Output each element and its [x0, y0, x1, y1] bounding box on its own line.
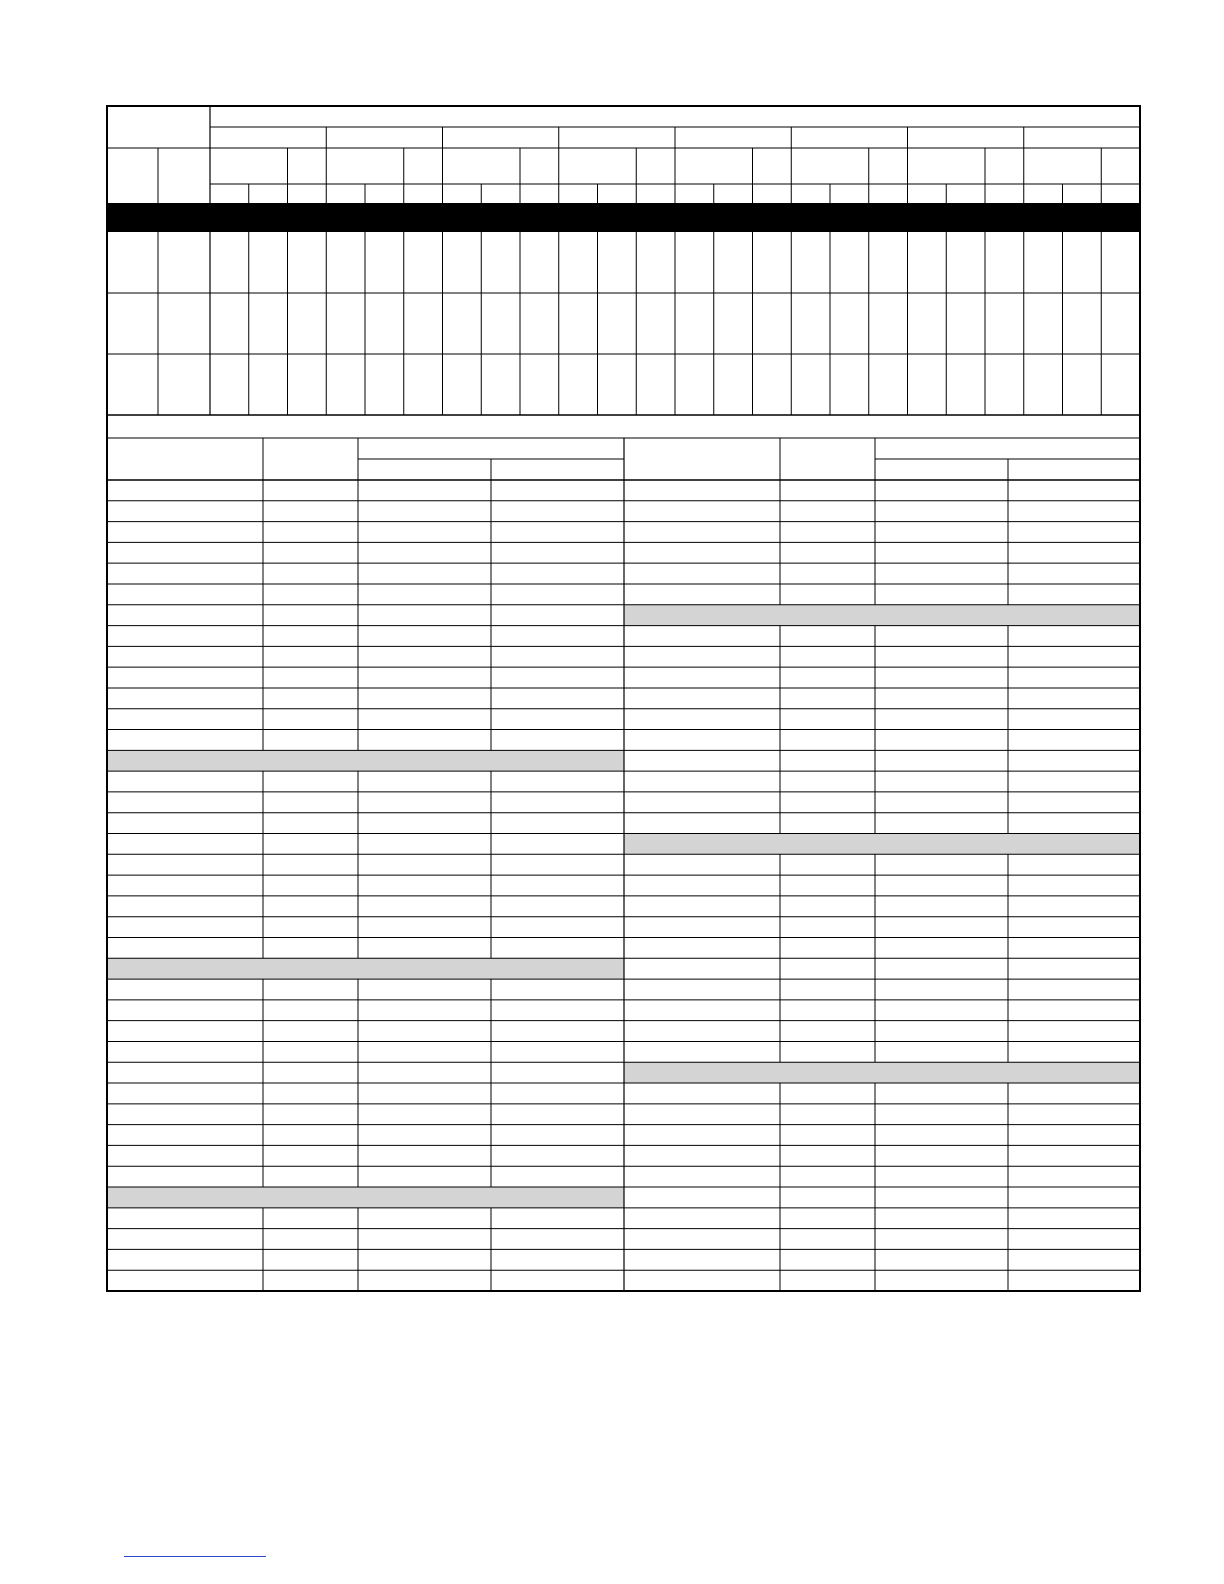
left-section-band — [107, 1187, 624, 1208]
right-section-band — [624, 605, 1140, 626]
left-section-band — [107, 958, 624, 979]
black-band — [107, 203, 1140, 232]
footer-link-underline[interactable] — [124, 1556, 266, 1557]
left-section-band — [107, 750, 624, 771]
right-section-band — [624, 1062, 1140, 1083]
right-section-band — [624, 834, 1140, 855]
